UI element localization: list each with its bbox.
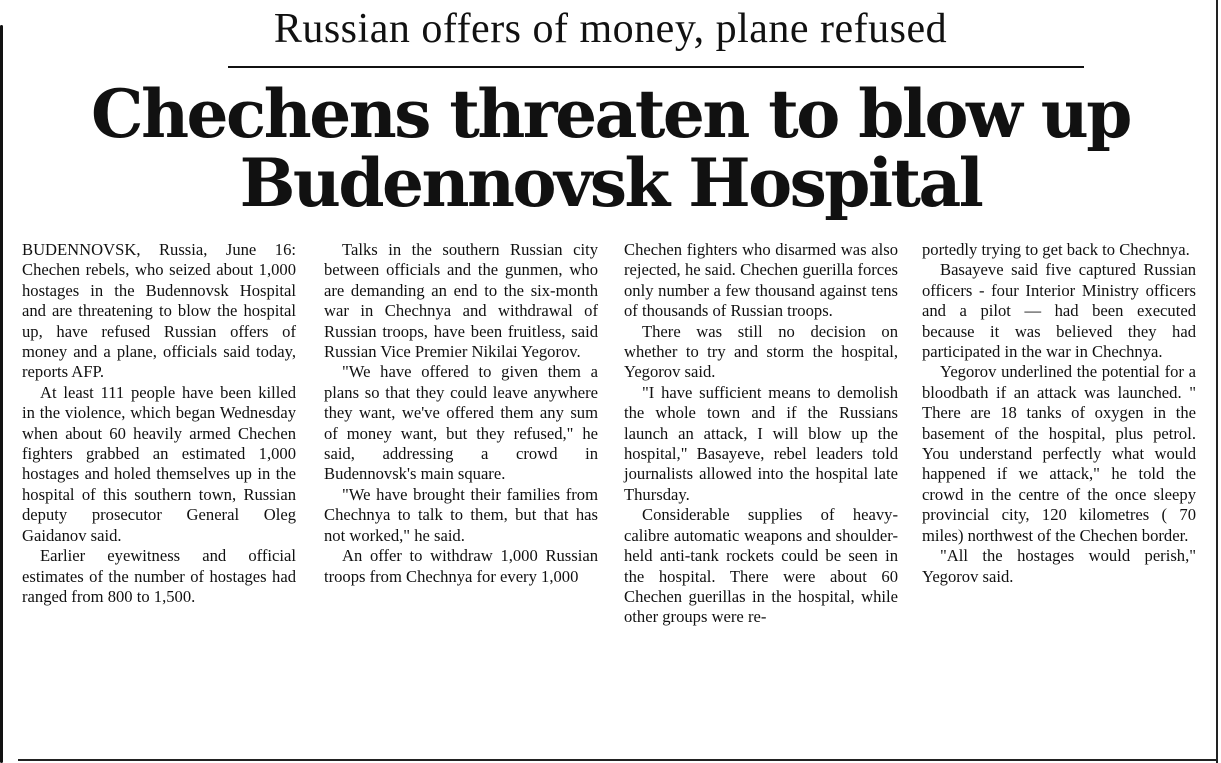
paragraph: Earlier eyewitness and official estimates of the number of hostages had ranged from 800 to 1,500. bbox=[22, 546, 296, 606]
headline-line-2: Budennovsk Hospital bbox=[239, 144, 982, 222]
paragraph: Basayeve said five captured Russian officers - four Interior Ministry officers and a pilot — had been executed because it was believed they had participated in the war in Chechnya. bbox=[922, 260, 1196, 362]
main-headline bbox=[0, 75, 1221, 222]
paragraph: portedly trying to get back to Chechnya. bbox=[922, 240, 1190, 259]
article-column-2 bbox=[324, 240, 598, 587]
paragraph: Considerable supplies of heavy-calibre automatic weapons and shoulder-held anti-tank rockets could be seen in the hospital. There were about 60 Chechen guerillas in the hospital, while other groups were re- bbox=[624, 505, 898, 627]
paragraph: Chechen fighters who disarmed was also rejected, he said. Chechen guerilla forces only number a few thousand against tens of thousands of Russian troops. bbox=[624, 240, 898, 321]
paragraph: BUDENNOVSK, Russia, June 16: Chechen rebels, who seized about 1,000 hostages in the Budennovsk Hospital and are threatening to blow the hospital up, have refused Russian offers of money and a plane, officials said today, reports AFP. bbox=[22, 240, 296, 382]
kicker-headline: Russian offers of money, plane refused bbox=[273, 6, 948, 52]
paragraph: An offer to withdraw 1,000 Russian troops from Chechnya for every 1,000 bbox=[324, 546, 598, 586]
article-column-1 bbox=[22, 240, 296, 607]
paragraph: Yegorov underlined the potential for a bloodbath if an attack was launched. " There are 18 tanks of oxygen in the basement of the hospital, plus petrol. You understand perfectly what would happened if we attack," he told the crowd in the centre of the once sleepy provincial city, 120 kilometres ( 70 miles) northwest of the Chechen border. bbox=[922, 362, 1196, 545]
paragraph: "I have sufficient means to demolish the whole town and if the Russians launch an attack, I will blow up the hospital," Basayeve, rebel leaders told journalists allowed into the hospital late Thursday. bbox=[624, 382, 898, 504]
article-column-3 bbox=[624, 240, 898, 628]
article-column-4 bbox=[922, 240, 1196, 587]
kicker-underline bbox=[228, 66, 1084, 68]
paragraph: At least 111 people have been killed in the violence, which began Wednesday when about 60 heavily armed Chechen fighters grabbed an estimated 1,000 hostages and holed themselves up in the hospital of this southern town, Russian deputy prosecutor General Oleg Gaidanov said. bbox=[22, 382, 296, 545]
paragraph: Talks in the southern Russian city between officials and the gunmen, who are demanding an end to the six-month war in Chechnya and withdrawal of Russian troops, have been fruitless, said Russian Vice Premier Nikilai Yegorov. bbox=[324, 240, 598, 362]
paragraph: "We have brought their families from Chechnya to talk to them, but that has not worked," he said. bbox=[324, 484, 598, 545]
paragraph: "We have offered to given them a plans so that they could leave anywhere they want, we've offered them any sum of money want, but they refused," he said, addressing a crowd in Budennovsk's main square. bbox=[324, 362, 598, 484]
paragraph: "All the hostages would perish," Yegorov said. bbox=[922, 546, 1196, 586]
paragraph: There was still no decision on whether to try and storm the hospital, Yegorov said. bbox=[624, 321, 898, 382]
bottom-border-rule bbox=[18, 759, 1216, 761]
headline-line-1: Chechens threaten to blow up bbox=[91, 75, 1130, 153]
